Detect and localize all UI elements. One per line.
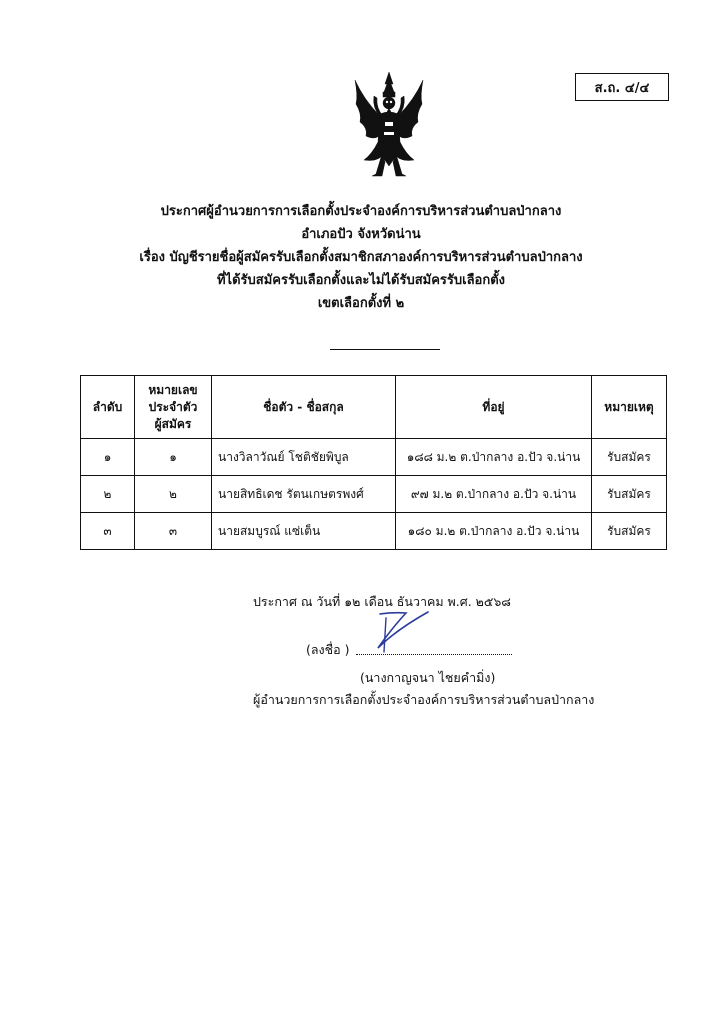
cell-remark: รับสมัคร: [592, 439, 667, 476]
heading-line-5: เขตเลือกตั้งที่ ๒: [317, 296, 405, 311]
signer-name: (นางกาญจนา ไชยคำมิ่ง): [360, 670, 496, 685]
cell-remark: รับสมัคร: [592, 513, 667, 550]
col-header-remark: หมายเหตุ: [592, 376, 667, 439]
cell-number: ๒: [135, 476, 212, 513]
cell-name: นายสิทธิเดช รัตนเกษตรพงศ์: [212, 476, 396, 513]
cell-address: ๑๘๘ ม.๒ ต.ป่ากลาง อ.ปัว จ.น่าน: [396, 439, 592, 476]
table-row: [81, 513, 667, 550]
cell-name: นางวิลาวัณย์ โชติชัยพิบูล: [212, 439, 396, 476]
form-code: ส.ถ. ๔/๔: [594, 80, 650, 96]
announcement-date: ประกาศ ณ วันที่ ๑๒ เดือน ธันวาคม พ.ศ. ๒๕๖๘: [253, 594, 511, 609]
col-header-address: ที่อยู่: [396, 376, 592, 439]
heading-line-2: อำเภอปัว จังหวัดน่าน: [301, 227, 421, 242]
sign-prefix: (ลงชื่อ ): [306, 642, 350, 657]
cell-order: ๓: [81, 513, 135, 550]
signature-icon: [372, 608, 436, 656]
col-header-number: [135, 376, 212, 439]
cell-address: ๙๗ ม.๒ ต.ป่ากลาง อ.ปัว จ.น่าน: [396, 476, 592, 513]
cell-name: นายสมบูรณ์ แซ่เต็น: [212, 513, 396, 550]
table-header-row: [81, 376, 667, 439]
table-row: [81, 476, 667, 513]
cell-remark: รับสมัคร: [592, 476, 667, 513]
cell-order: ๑: [81, 439, 135, 476]
heading-line-4: ที่ได้รับสมัครรับเลือกตั้งและไม่ได้รับสมัครรับเลือกตั้ง: [216, 273, 506, 288]
garuda-emblem-icon: [352, 70, 426, 190]
col-header-number-line1: หมายเลข: [148, 382, 198, 397]
announcement-heading: [0, 200, 722, 315]
heading-line-1: ประกาศผู้อำนวยการการเลือกตั้งประจำองค์การบริหารส่วนตำบลป่ากลาง: [160, 204, 562, 219]
col-header-name: ชื่อตัว - ชื่อสกุล: [212, 376, 396, 439]
table-row: [81, 439, 667, 476]
signer-title: ผู้อำนวยการการเลือกตั้งประจำองค์การบริหารส่วนตำบลป่ากลาง: [253, 692, 595, 707]
heading-line-3: เรื่อง บัญชีรายชื่อผู้สมัครรับเลือกตั้งสมาชิกสภาองค์การบริหารส่วนตำบลป่ากลาง: [139, 250, 583, 265]
cell-address: ๑๘๐ ม.๒ ต.ป่ากลาง อ.ปัว จ.น่าน: [396, 513, 592, 550]
col-header-order: ลำดับ: [81, 376, 135, 439]
form-code-box: [575, 73, 669, 101]
cell-number: ๑: [135, 439, 212, 476]
heading-divider: [330, 349, 440, 350]
cell-order: ๒: [81, 476, 135, 513]
col-header-number-line3: ผู้สมัคร: [154, 416, 192, 431]
cell-number: ๓: [135, 513, 212, 550]
candidates-table: [80, 375, 667, 550]
col-header-number-line2: ประจำตัว: [148, 399, 198, 414]
